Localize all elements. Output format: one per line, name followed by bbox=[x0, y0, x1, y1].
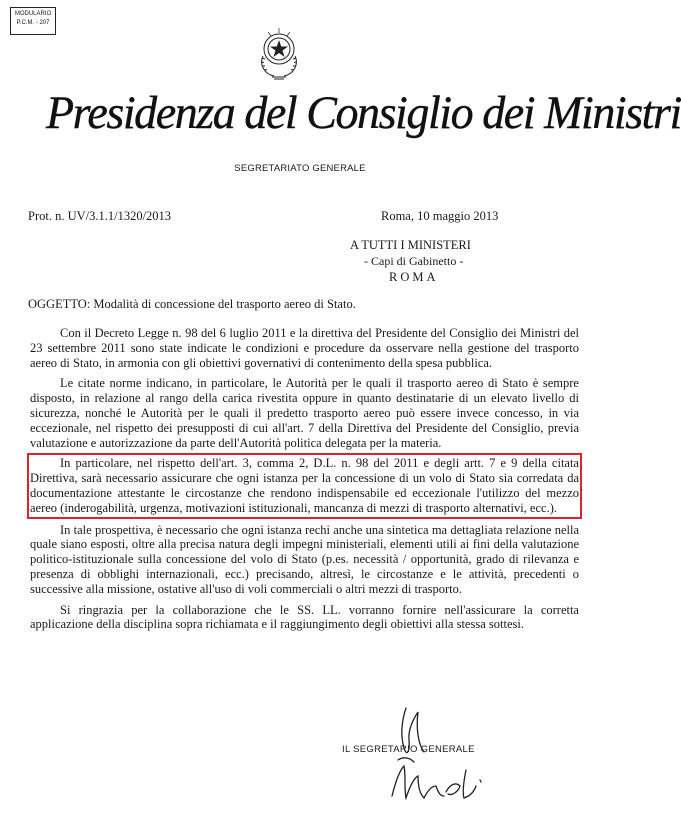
signatory-title: IL SEGRETARIO GENERALE bbox=[342, 744, 475, 755]
letter-body bbox=[30, 326, 579, 638]
highlighted-paragraph: In particolare, nel rispetto dell'art. 3, comma 2, D.L. n. 98 del 2011 e degli artt. 7 e 9 della citata Direttiva, sarà necessario assicurare che ogni istanza per la concessione di un volo di Stato sia corredata da documentazione attestante le circostanze che rendono indispensabile ed eccezionale l'utilizzo del mezzo aereo (inderogabilità, urgenza, motivazioni istituzionali, mancanza di mezzi di trasporto alternativi, ecc.). bbox=[30, 456, 579, 515]
handwritten-signature-icon bbox=[380, 700, 490, 810]
stamp-line-1: MODULARIO bbox=[14, 11, 52, 17]
form-stamp bbox=[10, 7, 56, 35]
addressee-line-2: - Capi di Gabinetto - bbox=[364, 254, 464, 268]
paragraph-4: In tale prospettiva, è necessario che ogni istanza rechi anche una sintetica ma dettagliata relazione nella quale siano esposti, oltre alla precisa natura degli impegni ministeriali, elementi utili ai fini della valutazione politico-istituzionale sulla concessione del volo di Stato (p.es. necessità / opportunità, grado di rilevanza e presenza di obblighi internazionali, ecc.) precisando, altresì, le circostanze e le attività, precedenti o successive alla missione, ostative all'uso di voli commerciali o altri mezzi di trasporto. bbox=[30, 522, 579, 596]
institution-name: Presidenza del Consiglio dei Ministri bbox=[46, 87, 681, 139]
addressee-line-1: A TUTTI I MINISTERI bbox=[350, 238, 471, 252]
subject-line: OGGETTO: Modalità di concessione del trasporto aereo di Stato. bbox=[28, 297, 356, 311]
protocol-number: Prot. n. UV/3.1.1/1320/2013 bbox=[28, 209, 172, 223]
paragraph-2: Le citate norme indicano, in particolare, le Autorità per le quali il trasporto aereo di Stato è sempre disposto, in relazione al rango della carica rivestita oppure in quanto destinatarie di un elevato livello di sicurezza, nonché le Autorità per le quali il predetto trasporto aereo può essere invece concesso, in via eccezionale, nel rispetto dei presupposti di cui all'art. 7 della Direttiva del Presidente del Consiglio, previa valutazione e autorizzazione da parte dell'Autorità politica delegata per la materia. bbox=[30, 376, 579, 450]
paragraph-1: Con il Decreto Legge n. 98 del 6 luglio 2011 e la direttiva del Presidente del Consiglio dei Ministri del 23 settembre 2011 sono state indicate le condizioni e procedure da osservare nella gestione del trasporto aereo di Stato, in armonia con gli obiettivi governativi di contenimento della spesa pubblica. bbox=[30, 326, 579, 370]
department-name: SEGRETARIATO GENERALE bbox=[234, 163, 366, 174]
stamp-line-2: P.C.M. - 207 bbox=[16, 20, 50, 26]
letter-date: Roma, 10 maggio 2013 bbox=[381, 209, 499, 223]
italian-republic-emblem-icon bbox=[254, 22, 304, 82]
paragraph-5: Si ringrazia per la collaborazione che le SS. LL. vorranno fornire nell'assicurare la corretta applicazione della disciplina sopra richiamata e il raggiungimento degli obiettivi alla stessa sottesi. bbox=[30, 602, 579, 632]
addressee-block bbox=[350, 237, 570, 285]
addressee-line-3: ROMA bbox=[389, 270, 439, 284]
